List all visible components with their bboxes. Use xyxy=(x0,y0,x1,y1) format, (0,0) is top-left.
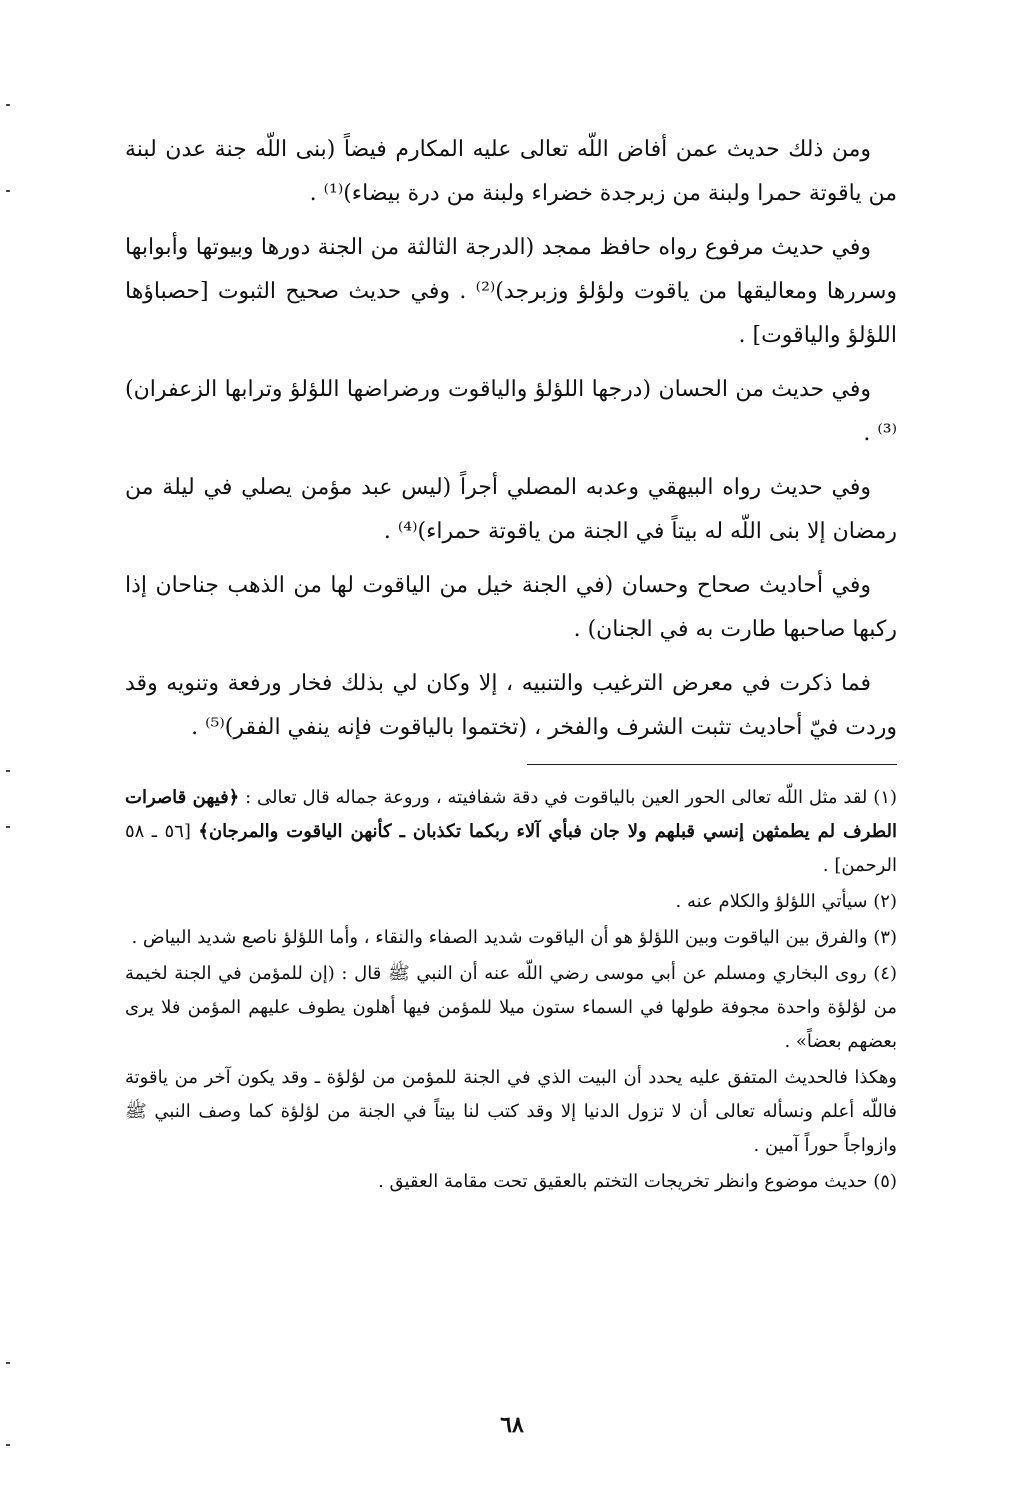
footnote-mark: (٤) xyxy=(873,963,897,984)
footnote-text: حديث موضوع وانظر تخريجات التختم بالعقيق تحت مقامة العقيق . xyxy=(378,1171,868,1192)
footnote-text: روى البخاري ومسلم عن أبي موسى رضي اللّه عنه أن النبي ﷺ قال : (إن للمؤمن في الجنة لخيمة من لؤلؤة واحدة مجوفة طولها في السماء ستون ميلا للمؤمن فيها أهلون يطوف عليهم المؤمن فلا يرى بعضهم بعضاً» . xyxy=(125,963,897,1052)
quran-verse: ﴿فيهن قاصرات الطرف لم يطمثهن إنسي قبلهم ولا جان فبأي آلاء ربكما تكذبان ـ كأنهن الياقوت والمرجان﴾ xyxy=(125,787,897,842)
paragraph: وفي حديث من الحسان (درجها اللؤلؤ والياقوت ورضراضها اللؤلؤ وترابها الزعفران)⁽³⁾ . xyxy=(125,377,897,446)
paragraph: وفي أحاديث صحاح وحسان (في الجنة خيل من الياقوت لها من الذهب جناحان إذا ركبها صاحبها طارت به في الجنان) . xyxy=(125,573,897,642)
paragraph: ومن ذلك حديث عمن أفاض اللّه تعالى عليه المكارم فيضاً (بنى اللّه جنة عدن لبنة من ياقوتة حمرا ولبنة من زبرجدة خضراء ولبنة من درة بيضاء)⁽¹⁾ . xyxy=(125,137,897,206)
page-content xyxy=(125,128,897,1201)
paragraph: فما ذكرت في معرض الترغيب والتنبيه ، إلا وكان لي بذلك فخار ورفعة وتنويه وقد وردت فيّ أحاديث تثبت الشرف والفخر ، (تختموا بالياقوت فإنه ينفي الفقر)⁽⁵⁾ . xyxy=(125,671,897,740)
footnote-mark: (٣) xyxy=(873,927,897,948)
margin-mark xyxy=(6,1362,10,1364)
footnote-mark: (٥) xyxy=(873,1171,897,1192)
footnote-2 xyxy=(125,885,897,919)
footnote-4-continuation: وهكذا فالحديث المتفق عليه يحدد أن البيت الذي في الجنة للمؤمن من لؤلؤة ـ وقد يكون آخر من ياقوتة فاللّه أعلم ونسأله تعالى أن لا تزول الدنيا إلا وقد كتب لنا بيتاً في الجنة من لؤلؤة كما وصف النبي ﷺ وازواجاً حوراً آمين . xyxy=(125,1067,897,1156)
margin-mark xyxy=(6,826,10,828)
margin-mark xyxy=(6,1444,10,1446)
footnote-mark: (٢) xyxy=(873,891,897,912)
footnote-4 xyxy=(125,957,897,1059)
main-text xyxy=(125,128,897,750)
footnote-text: سيأتي اللؤلؤ والكلام عنه . xyxy=(675,891,868,912)
footnote-mark: (١) xyxy=(873,787,898,808)
footnote-3 xyxy=(125,921,897,955)
footnotes xyxy=(125,781,897,1199)
footnote-1 xyxy=(125,781,897,883)
footnote-5 xyxy=(125,1165,897,1199)
margin-mark xyxy=(6,104,10,106)
verse-reference: [٥٦ ـ ٥٨ الرحمن] . xyxy=(125,821,897,876)
footnote-text: والفرق بين الياقوت وبين اللؤلؤ هو أن الياقوت شديد الصفاء والنقاء ، وأما اللؤلؤ ناصع شديد البياض . xyxy=(131,927,868,948)
page-number: ٦٨ xyxy=(500,1412,524,1438)
margin-mark xyxy=(6,190,10,192)
footnote-text: لقد مثل اللّه تعالى الحور العين بالياقوت في دقة شفافيته ، وروعة جماله قال تعالى : xyxy=(245,787,868,808)
margin-mark xyxy=(6,770,10,772)
paragraph: وفي حديث رواه البيهقي وعدبه المصلي أجراً (ليس عبد مؤمن يصلي في ليلة من رمضان إلا بنى اللّه له بيتاً في الجنة من ياقوتة حمراء)⁽⁴⁾ . xyxy=(125,475,897,544)
paragraph: وفي حديث مرفوع رواه حافظ ممجد (الدرجة الثالثة من الجنة دورها وبيوتها وأبوابها وسررها ومعاليقها من ياقوت ولؤلؤ وزبرجد)⁽²⁾ . وفي حديث صحيح الثبوت [حصباؤها اللؤلؤ والياقوت] . xyxy=(125,235,898,348)
footnote-separator xyxy=(527,764,897,765)
